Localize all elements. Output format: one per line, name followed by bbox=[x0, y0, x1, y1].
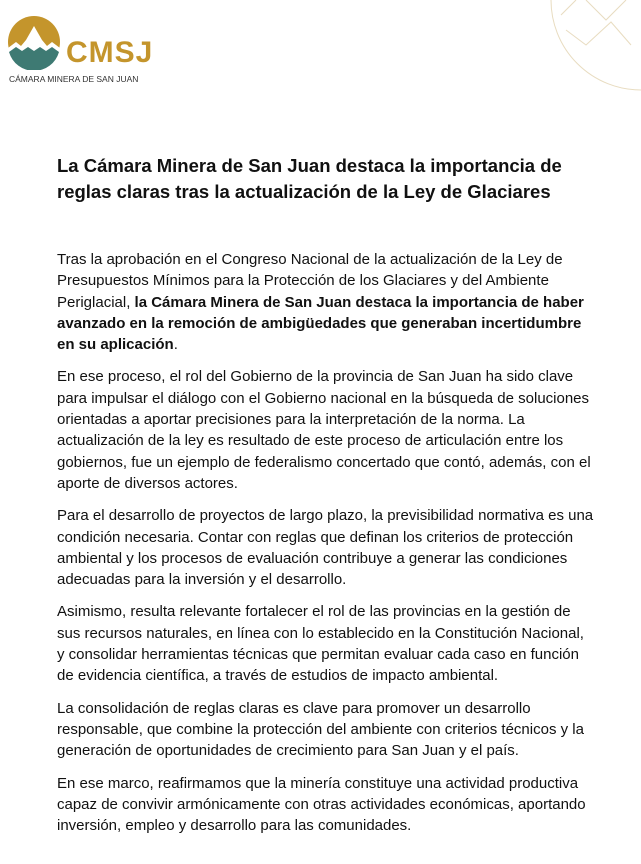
paragraph-text: . bbox=[173, 336, 178, 354]
mountain-logo-icon bbox=[6, 14, 62, 70]
decorative-pattern-icon bbox=[531, 0, 641, 95]
logo-acronym: CMSJ bbox=[66, 36, 154, 69]
paragraph: Para el desarrollo de proyectos de largo plazo, la previsibilidad normativa es una condición necesaria. Contar con reglas que definan los criterios de protección ambiental y los procesos de evaluación contribuye a generar las condiciones adecuadas para la inversión y el desarrollo. bbox=[57, 507, 594, 589]
paragraph: En ese proceso, el rol del Gobierno de la provincia de San Juan ha sido clave para impulsar el diálogo con el Gobierno nacional en la búsqueda de soluciones orientadas a aportar precisiones para la interpretación de la norma. La actualización de la ley es resultado de este proceso de articulación entre los gobiernos, fue un ejemplo de federalismo concertado que contó, además, con el aporte de diversos actores. bbox=[57, 368, 591, 492]
paragraph: Asimismo, resulta relevante fortalecer el rol de las provincias en la gestión de sus recursos naturales, en línea con lo establecido en la Constitución Nacional, y consolidar herramientas técnicas que permitan evaluar cada caso en función de evidencia científica, a través de estudios de impacto ambiental. bbox=[57, 603, 584, 685]
paragraph: En ese marco, reafirmamos que la minería constituye una actividad productiva capaz de convivir armónicamente con otras actividades económicas, aportando inversión, empleo y desarrollo para las comunidades. bbox=[57, 774, 586, 835]
paragraph-bold-text: la Cámara Minera de San Juan destaca la importancia de haber avanzado en la remoción de ambigüedades que generaban incertidumbre en su aplicación bbox=[57, 293, 584, 354]
logo-name: CÁMARA MINERA DE SAN JUAN bbox=[9, 74, 139, 84]
paragraph bbox=[57, 249, 595, 355]
paragraph-text: Tras la aprobación en el Congreso Nacional de la actualización de la Ley de Presupuestos Mínimos para la Protección de los Glaciares y del Ambiente Periglacial, bbox=[57, 251, 563, 311]
article-body bbox=[57, 249, 595, 847]
cmsj-logo bbox=[6, 14, 154, 86]
paragraph: La consolidación de reglas claras es clave para promover un desarrollo responsable, que combine la protección del ambiente con criterios técnicos y la generación de oportunidades de crecimiento para San Juan y el país. bbox=[57, 699, 584, 760]
article-title: La Cámara Minera de San Juan destaca la importancia de reglas claras tras la actualización de la Ley de Glaciares bbox=[57, 155, 562, 202]
